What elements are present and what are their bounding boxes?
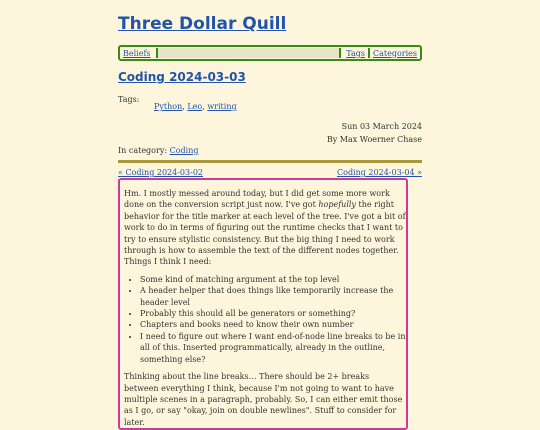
list-item: • Probably this should all be generators or something? xyxy=(140,308,406,319)
paragraph-1 xyxy=(124,188,406,268)
paragraph-1-text-a: Hm. I mostly messed around today, but I did get some more work done on the conversion script just now. I've got xyxy=(124,189,390,210)
list-item: • Some kind of matching argument at the top level xyxy=(140,274,406,285)
post-author: By Max Woerner Chase xyxy=(326,135,422,144)
paragraph-2: Thinking about the line breaks… There should be 2+ breaks between everything I think, because I'm not going to want to have multiple scenes in a paragraph, probably. So, I can either emit those as I go, or say "okay, join on double newlines". Stuff to consider for later. xyxy=(124,372,403,427)
post-date: Sun 03 March 2024 xyxy=(341,122,422,131)
category-label: In category: xyxy=(118,146,170,155)
nav-filler xyxy=(156,48,342,58)
list-item: • I need to figure out where I want end-of-node line breaks to be in all of this. Inserted programmatically, already in the outline, something else? xyxy=(140,331,406,365)
next-post-link[interactable]: Coding 2024-03-04 » xyxy=(337,168,422,177)
category-link[interactable]: Coding xyxy=(169,146,199,155)
nav-beliefs-link[interactable]: Beliefs xyxy=(123,48,151,58)
paragraph-1-text-b: the right behavior for the title marker at each level of the tree. I've got a bit of work to do in terms of figuring out the runtime checks that I want to try to ensure stylistic consistency. But the big thing I need to work through is how to assemble the text of the different nodes together. Things I think I need: xyxy=(124,200,406,267)
list-item: • Chapters and books need to know their own number xyxy=(140,319,406,330)
tags-list: Python, Leo, writing xyxy=(154,102,237,111)
tag-link-writing[interactable]: writing xyxy=(207,102,237,111)
tags-label: Tags: xyxy=(118,95,140,104)
paragraph-1-emphasis: hopefully xyxy=(318,200,356,210)
post-content xyxy=(118,178,408,430)
todo-list xyxy=(124,274,406,365)
tag-link-leo[interactable]: Leo xyxy=(187,102,203,111)
post-category xyxy=(118,146,198,155)
prev-post-link[interactable]: « Coding 2024-03-02 xyxy=(118,168,203,177)
nav-categories-link[interactable]: Categories xyxy=(373,48,417,58)
divider xyxy=(118,160,422,163)
list-item: • A header helper that does things like temporarily increase the header level xyxy=(140,285,406,308)
nav-tags-link[interactable]: Tags xyxy=(346,48,365,58)
nav-bar xyxy=(118,45,422,61)
site-title-link[interactable]: Three Dollar Quill xyxy=(118,14,287,34)
tag-link-python[interactable]: Python xyxy=(154,102,183,111)
post-title-link[interactable]: Coding 2024-03-03 xyxy=(118,70,246,84)
